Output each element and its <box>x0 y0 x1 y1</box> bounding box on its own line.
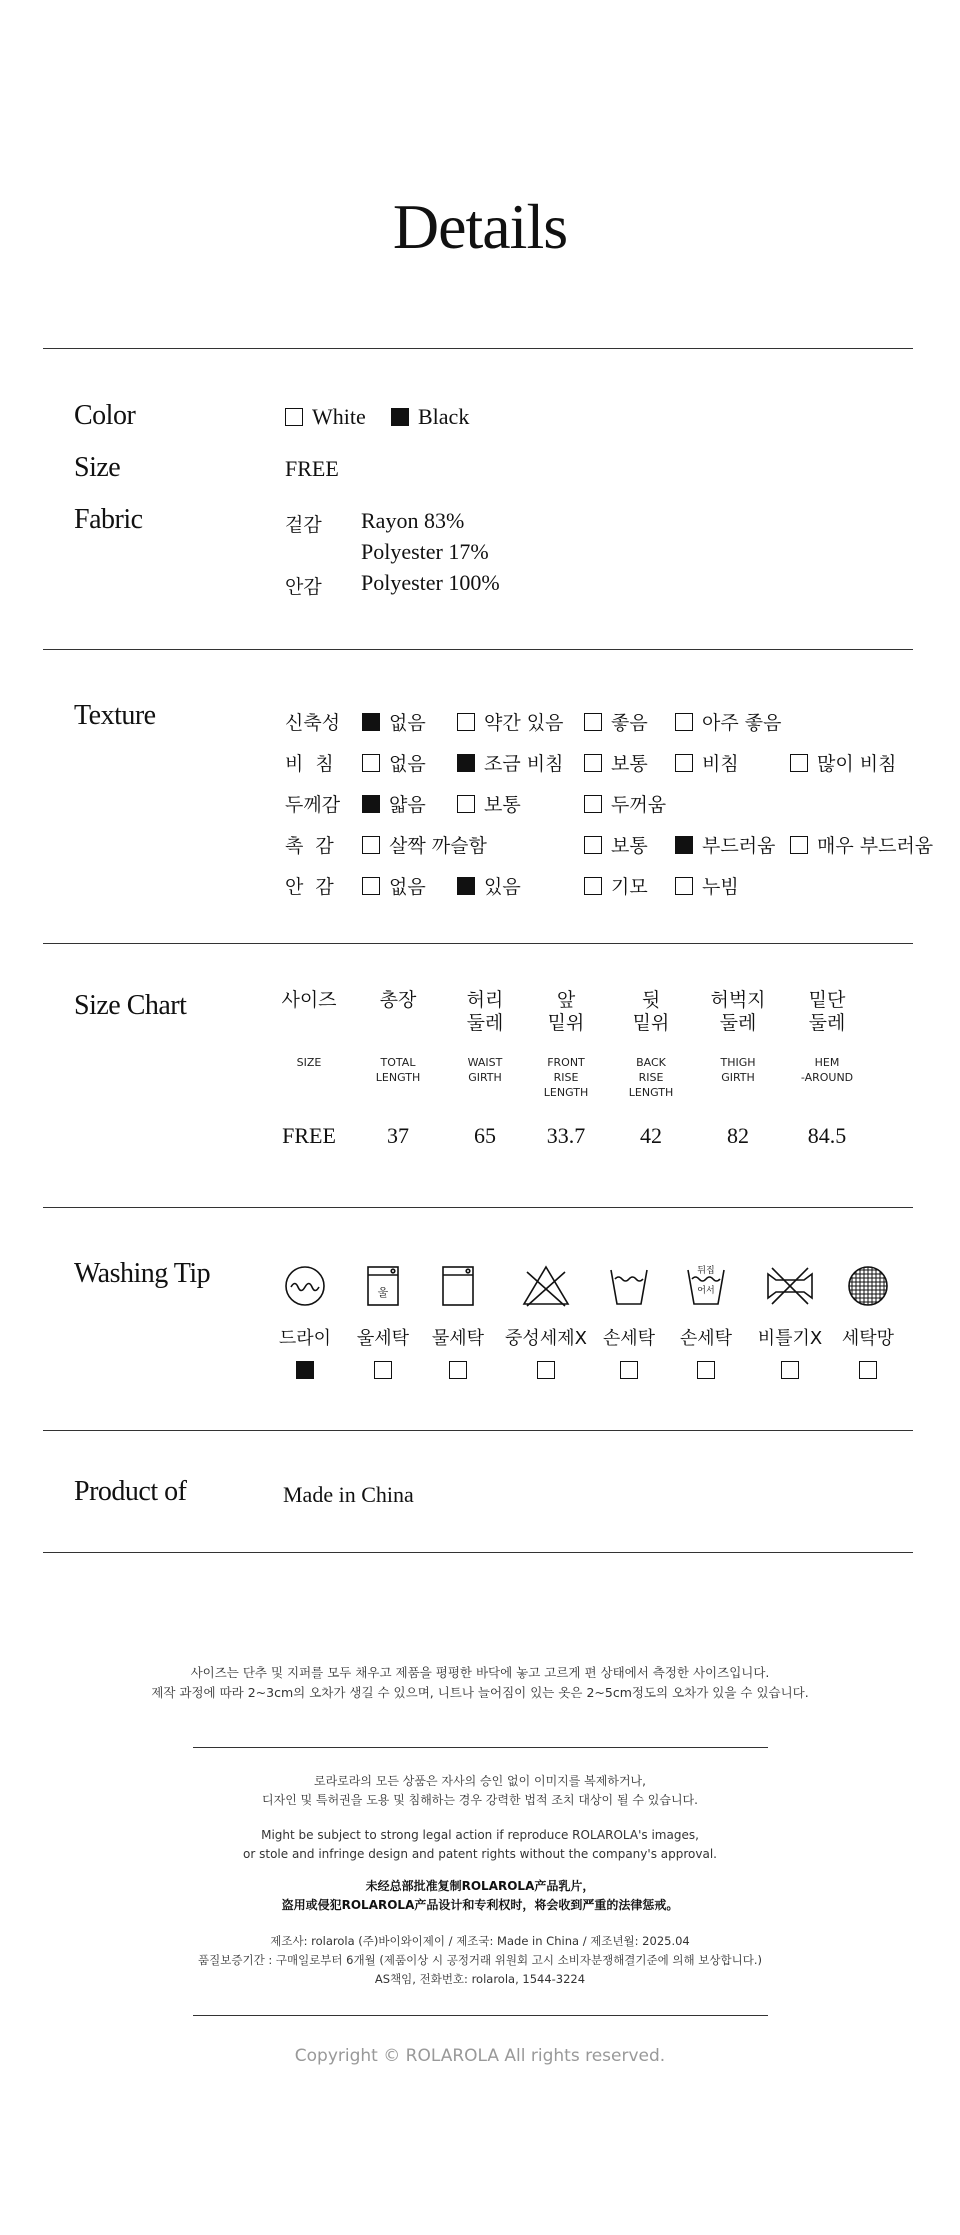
texture-option <box>362 708 426 735</box>
size-value: FREE <box>285 456 339 481</box>
divider <box>43 1430 913 1431</box>
checkbox-square <box>449 1361 467 1379</box>
checkbox <box>781 1361 799 1381</box>
washing-label: 손세탁 <box>679 1328 733 1349</box>
texture-option <box>790 749 896 776</box>
texture-option-label: 누빔 <box>702 876 739 898</box>
size-chart-header-kr: 허리 둘레 <box>466 989 504 1034</box>
texture-option-label: 보통 <box>611 835 648 857</box>
checkbox <box>675 754 693 772</box>
fabric-outer-2: Polyester 17% <box>361 539 489 564</box>
washing-label: 드라이 <box>278 1328 332 1349</box>
svg-text:울: 울 <box>377 1286 389 1299</box>
svg-text:어서: 어서 <box>697 1286 715 1296</box>
checkbox <box>584 754 602 772</box>
checkbox <box>457 795 475 813</box>
checkbox <box>362 713 380 731</box>
texture-option <box>675 708 781 735</box>
size-chart-header-en: SIZE <box>296 1056 322 1069</box>
washing-label: 세탁망 <box>841 1328 895 1349</box>
texture-option-label: 기모 <box>611 876 648 898</box>
checkbox <box>790 836 808 854</box>
washing-label: 비틀기X <box>757 1328 823 1349</box>
measure-note: 사이즈는 단추 및 지퍼를 모두 채우고 제품을 평평한 바닥에 놓고 고르게 편 상태에서 측정한 사이즈입니다. 제작 과정에 따라 2~3cm의 오차가 생길 수 있으며, 니트나 늘어짐이 있는 옷은 2~5cm정도의 오차가 있을 수 있습니다. <box>151 1665 809 1700</box>
color-option-white: White <box>285 404 366 430</box>
divider <box>43 348 913 349</box>
texture-option <box>675 831 775 858</box>
washing-label: 중성세제X <box>505 1328 587 1349</box>
checkbox <box>584 836 602 854</box>
texture-option-label: 보통 <box>484 794 521 816</box>
checkbox <box>296 1361 314 1381</box>
texture-option-label: 약간 있음 <box>484 712 564 734</box>
wool-wash-icon <box>355 1262 411 1310</box>
texture-option-label: 비침 <box>702 753 739 775</box>
copyright: Copyright © ROLAROLA All rights reserved. <box>294 2046 666 2066</box>
size-chart-label: Size Chart <box>74 990 187 1021</box>
checkbox-square <box>537 1361 555 1379</box>
checkbox <box>584 795 602 813</box>
fabric-outer-1: Rayon 83% <box>361 508 465 533</box>
texture-option <box>584 872 648 899</box>
texture-row-label: 비 침 <box>285 753 334 775</box>
water-wash-icon <box>430 1262 486 1310</box>
texture-option-label: 없음 <box>389 753 426 775</box>
texture-option-label: 많이 비침 <box>817 753 897 775</box>
texture-option-label: 매우 부드러움 <box>817 835 934 857</box>
checkbox-square <box>697 1361 715 1379</box>
legal-notice-kr: 로라로라의 모든 상품은 자사의 승인 없이 이미지를 복제하거나, 디자인 및 특허권을 도용 및 침해하는 경우 강력한 법적 조치 대상이 될 수 있습니다. <box>262 1774 698 1807</box>
size-chart-value: 33.7 <box>546 1123 586 1148</box>
texture-option <box>457 708 563 735</box>
checkbox-square <box>296 1361 314 1379</box>
texture-option-label: 좋음 <box>611 712 648 734</box>
checkbox <box>537 1361 555 1381</box>
size-chart-header-en: TOTAL LENGTH <box>375 1056 421 1084</box>
product-of-value: Made in China <box>283 1482 414 1507</box>
size-chart-header-kr: 앞 밑위 <box>547 989 585 1034</box>
checkbox <box>362 877 380 895</box>
texture-option-label: 없음 <box>389 712 426 734</box>
texture-option-label: 부드러움 <box>702 835 776 857</box>
checkbox <box>620 1361 638 1381</box>
texture-option-label: 두꺼움 <box>611 794 667 816</box>
size-chart-header-en: HEM -AROUND <box>800 1056 854 1084</box>
texture-row-label: 신축성 <box>285 712 341 734</box>
size-chart-header-kr: 밑단 둘레 <box>808 989 846 1034</box>
texture-option-label: 보통 <box>611 753 648 775</box>
color-label: Color <box>74 400 136 431</box>
size-chart-value: 84.5 <box>807 1123 847 1148</box>
texture-option <box>584 749 648 776</box>
fabric-label: Fabric <box>74 504 143 535</box>
size-label: Size <box>74 452 121 483</box>
size-chart-value: 65 <box>474 1123 496 1148</box>
size-chart-value: 37 <box>387 1123 409 1148</box>
checkbox <box>584 877 602 895</box>
svg-text:뒤집: 뒤집 <box>697 1266 715 1276</box>
texture-option <box>584 831 648 858</box>
divider <box>193 1747 768 1748</box>
checkbox <box>675 836 693 854</box>
checkbox <box>374 1361 392 1381</box>
size-chart-header-en: WAIST GIRTH <box>467 1056 503 1084</box>
legal-notice-en: Might be subject to strong legal action if reproduce ROLAROLA's images, or stole and infringe design and patent rights without the company's approval. <box>243 1828 717 1861</box>
divider <box>43 1552 913 1553</box>
hand-wash-icon <box>601 1262 657 1310</box>
fabric-outer-label: 겉감 <box>285 514 322 536</box>
texture-row-label: 안 감 <box>285 876 334 898</box>
texture-option <box>457 872 521 899</box>
washing-label: 물세탁 <box>431 1328 485 1349</box>
checkbox <box>697 1361 715 1381</box>
size-chart-header-en: THIGH GIRTH <box>720 1056 756 1084</box>
page-title: Details <box>392 191 568 262</box>
checkbox <box>457 713 475 731</box>
texture-option-label: 살짝 까슬함 <box>389 835 487 857</box>
texture-option <box>362 749 426 776</box>
texture-option-label: 아주 좋음 <box>702 712 782 734</box>
divider <box>43 1207 913 1208</box>
checkbox <box>457 754 475 772</box>
checkbox <box>362 754 380 772</box>
size-chart-value: 82 <box>727 1123 749 1148</box>
size-chart-header-kr: 허벅지 둘레 <box>710 989 766 1034</box>
size-chart-header-en: FRONT RISE LENGTH <box>543 1056 589 1099</box>
size-chart-header-kr: 사이즈 <box>281 989 337 1011</box>
texture-option <box>457 749 563 776</box>
size-chart-value: FREE <box>282 1123 336 1148</box>
texture-row-label: 두께감 <box>285 794 341 816</box>
divider <box>193 2015 768 2016</box>
checkbox <box>457 877 475 895</box>
checkbox <box>859 1361 877 1381</box>
texture-option <box>675 749 739 776</box>
texture-option-label: 있음 <box>484 876 521 898</box>
texture-option-label: 얇음 <box>389 794 426 816</box>
checkbox <box>675 877 693 895</box>
laundry-net-icon <box>840 1262 896 1310</box>
texture-option <box>675 872 739 899</box>
checkbox-square <box>620 1361 638 1379</box>
size-chart-header-en: BACK RISE LENGTH <box>628 1056 674 1099</box>
checkbox-square <box>859 1361 877 1379</box>
divider <box>43 649 913 650</box>
texture-option <box>457 790 521 817</box>
texture-label: Texture <box>74 700 156 731</box>
washing-label: 울세탁 <box>356 1328 410 1349</box>
color-option-black: Black <box>391 404 469 430</box>
checkbox-square <box>374 1361 392 1379</box>
legal-notice-cn: 未经总部批准复制ROLAROLA产品乳片， 盗用或侵犯ROLAROLA产品设计和专利权时，将会收到严重的法律惩戒。 <box>281 1879 679 1912</box>
texture-option-label: 없음 <box>389 876 426 898</box>
washing-tip-label: Washing Tip <box>74 1258 211 1289</box>
texture-option <box>362 790 426 817</box>
checkbox <box>790 754 808 772</box>
no-wring-icon <box>762 1262 818 1310</box>
texture-option <box>362 872 426 899</box>
size-chart-value: 42 <box>640 1123 662 1148</box>
texture-option-label: 조금 비침 <box>484 753 564 775</box>
checkbox <box>584 713 602 731</box>
checkbox-square <box>781 1361 799 1379</box>
product-of-label: Product of <box>74 1476 187 1507</box>
texture-option <box>790 831 933 858</box>
size-chart-header-kr: 총장 <box>379 989 417 1011</box>
checkbox <box>362 836 380 854</box>
fabric-inner-label: 안감 <box>285 576 322 598</box>
fabric-inner-1: Polyester 100% <box>361 570 500 595</box>
texture-option <box>584 790 666 817</box>
size-chart-header-kr: 뒷 밑위 <box>632 989 670 1034</box>
no-bleach-icon <box>518 1262 574 1310</box>
divider <box>43 943 913 944</box>
dry-clean-icon <box>277 1262 333 1310</box>
texture-option <box>362 831 487 858</box>
washing-label: 손세탁 <box>602 1328 656 1349</box>
checkbox <box>362 795 380 813</box>
checkbox <box>675 713 693 731</box>
checkbox <box>391 408 409 426</box>
maker-info: 제조사: rolarola (주)바이와이제이 / 제조국: Made in China / 제조년월: 2025.04 품질보증기간 : 구매일로부터 6개월 (제품이상 시 공정거래 위원회 고시 소비자분쟁해결기준에 의해 보상합니다.) AS책임, 전화번호: rolarola, 1544-3224 <box>198 1934 762 1986</box>
checkbox <box>449 1361 467 1381</box>
inside-out-hand-wash-icon <box>678 1262 734 1310</box>
texture-option <box>584 708 648 735</box>
texture-row-label: 촉 감 <box>285 835 334 857</box>
checkbox <box>285 408 303 426</box>
